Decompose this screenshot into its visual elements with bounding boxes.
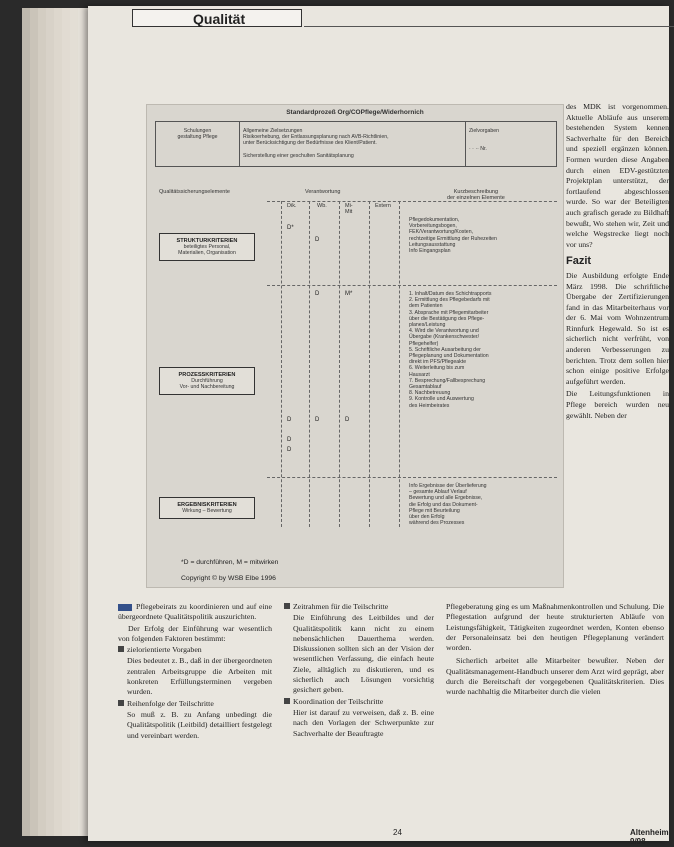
process-description — [409, 291, 557, 409]
col3-paragraph-1: Pflegeberatung ging es um Maßnahmenkontrollen und Schulung. Die Pflegestation aufgrund der heute strukturierten Abläufe von Leistungsfähigkeit, Tätigkeiten zugeordnet werden, Konten ebenso der Personaleinsatz bei den heutigen Pflegeplanung verändert worden. — [446, 602, 664, 653]
figure-title: Standardprozeß Org/COPflege/Widerhornich — [286, 109, 424, 116]
grid-line — [399, 201, 400, 527]
resp-mark: D* — [287, 225, 294, 231]
resp-mark: D — [315, 417, 320, 423]
resp-mark: D — [315, 237, 320, 243]
col1-paragraph-1: Pflegebeirats zu koordinieren und auf eine übergeordnete Qualitätspolitik auszurichten. — [118, 602, 272, 622]
resp-mark: D — [315, 291, 320, 297]
description-line: rechtzeitige Ermittlung der Ruhezeiten — [409, 235, 497, 242]
section-header-box — [132, 9, 302, 27]
standard-process-figure — [146, 104, 564, 588]
col-head-wb: Wb. — [317, 203, 327, 209]
description-line: Leitungsausstattung — [409, 241, 456, 248]
col-head-description: Kurzbeschreibung der einzelnen Elemente — [447, 189, 505, 201]
description-line: direkt im PFS/Pflegeakte — [409, 359, 467, 366]
flag-icon — [118, 604, 132, 611]
col-head-dik: Dik. — [287, 203, 297, 209]
description-line: des Heimbeirates — [409, 402, 450, 409]
std-c3-line: · · ·· Nr. — [469, 146, 487, 153]
result-criteria-sub: Wirkung – Bewertung — [182, 508, 232, 514]
description-line: Pflegehelfer) — [409, 340, 439, 347]
description-line: Pflegedokumentation, — [409, 217, 460, 223]
bullet-square-icon — [118, 646, 124, 652]
grid-line — [339, 201, 340, 527]
result-criteria-box — [159, 497, 255, 519]
page-number: 24 — [393, 828, 402, 837]
standard-info-box — [155, 121, 557, 167]
description-line: Bewertung und alle Ergebnisse, — [409, 495, 483, 502]
bullet-square-icon — [284, 698, 290, 704]
description-line: über den Erfolg — [409, 514, 445, 521]
magazine-page — [88, 6, 669, 846]
description-line: 8. Nachbetreuung — [409, 390, 451, 397]
grid-line — [267, 201, 557, 202]
body-column-1 — [118, 602, 272, 742]
col3-paragraph-2: Sicherlich arbeitet alle Mitarbeiter bewußter. Neben der Qualitätsmanagement-Handbuch unserer dem Arzt wird geprägt, aber durch die Bereitschaft der vorgegebenen Qualitätskriterien. Dies wurde nachhaltig die Mitarbeiter durch die vielen — [446, 656, 664, 697]
body-column-2 — [284, 602, 434, 740]
description-line: Hausarzt — [409, 371, 430, 378]
std-c3-line: Zielvorgaben — [469, 128, 499, 134]
magazine-issue: Altenheim 9/98 — [630, 828, 669, 846]
col2-bullet-1-text: Die Einführung des Leitbildes und der Qualitätspolitik kann nicht zu einem nebensächlichen Dauerthema werden. Diskussionen sollten sich an der Vision der wesentlichen Verfassung, die einfach heute Ziele, alltäglich zu diskutieren, und es sicherlich auch Lösungen vorsichtig gesichert geben. — [293, 613, 434, 695]
resp-mark: D — [287, 447, 292, 453]
grid-line — [281, 201, 282, 527]
std-c1-line: Schulungen — [183, 128, 212, 134]
col1-bullet-2-title: Reihenfolge der Teilschritte — [127, 698, 214, 708]
std-c2-line: Risikoerhebung, der Entlassungsplanung nach AVB-Richtlinien, — [243, 134, 389, 141]
structure-description — [409, 217, 557, 254]
description-line: 1. Inhalt/Datum des Schichtrapports — [409, 291, 492, 297]
col1-paragraph-2: Der Erfolg der Einführung war wesentlich von folgenden Faktoren bestimmt: — [118, 623, 272, 643]
col-head-extern: Extern — [375, 203, 391, 209]
std-box-cell-3 — [466, 122, 556, 166]
page-stack-edges — [22, 8, 92, 836]
description-line: die Erfolg und das Dokument- — [409, 501, 478, 508]
description-line: über die Bestätigung des Pflege- — [409, 315, 485, 322]
description-line: Pflegeplanung und Dokumentation — [409, 353, 489, 360]
description-line: 5. Schriftliche Ausarbeitung der — [409, 346, 481, 353]
std-c2-heading: Allgemeine Zielsetzungen — [243, 128, 303, 134]
col-head-mi: Mi- Mit — [345, 203, 353, 215]
process-criteria-sub: Durchführung Vor- und Nachbereitung — [179, 378, 235, 391]
col1-bullet-2-text: So muß z. B. zu Anfang unbedingt die Qualitätspolitik (Leitbild) detailliert festgelegt und vereinbart werden. — [127, 709, 272, 740]
description-line: Gesamtablauf — [409, 384, 442, 391]
description-line: planes/Leistung — [409, 322, 446, 329]
right-paragraph-3: Die Leitungsfunktionen in Pflege bereich wurden neu gewählt. Neben der — [566, 389, 669, 420]
result-criteria-title: ERGEBNISKRITERIEN — [177, 502, 237, 508]
col2-bullet-2-text: Hier ist darauf zu verweisen, daß z. B. eine nach den Vorlagen der Schwerpunkte zur Sachverhalte der Beauftragte — [293, 707, 434, 738]
bullet-square-icon — [284, 603, 290, 609]
description-line: FEK/Verantwortung/Kosten, — [409, 229, 474, 236]
header-rule — [304, 26, 674, 27]
resp-mark: D — [345, 417, 350, 423]
figure-copyright: Copyright © by WSB Elbe 1996 — [181, 575, 276, 582]
grid-line — [369, 201, 370, 527]
description-line: Vorbereitungsbogen, — [409, 223, 457, 230]
std-c3-line — [469, 134, 553, 146]
right-paragraph-1: des MDK ist vorgenommen. Aktuelle Abläufe aus unserem bestehenden System kennen Sachverhalte für den Bereich und speziell ergänzen können. Formen wurden diese Angaben durch einen EDV-gestützten Projektplan unterstützt, der fortlaufend abgeschlossen wurde. So war der Beteiligten auch grafisch gerade zu Bildhaft bewußt, Wo stehen wir, Zeit und welche Wegstrecke liegt noch vor uns? — [566, 102, 669, 249]
resp-mark: M* — [345, 291, 353, 297]
description-line: 7. Besprechung/Fallbesprechung — [409, 377, 486, 384]
std-box-cell-2 — [240, 122, 466, 166]
description-line: Info Ergebnisse der Überlieferung — [409, 483, 487, 489]
result-description — [409, 483, 557, 526]
description-line: – gesamte Ablauf Verlauf — [409, 489, 467, 496]
structure-criteria-box — [159, 233, 255, 261]
description-line: Info Eingangsplan — [409, 248, 451, 255]
section-title: Qualität — [193, 11, 246, 27]
description-line: dem Patienten — [409, 303, 443, 310]
structure-criteria-sub: beteiligtes Personal, Materialien, Organisation — [178, 244, 236, 257]
resp-mark: D — [287, 417, 292, 423]
description-line: 3. Absprache mit Pflegemitarbeiter — [409, 309, 489, 316]
process-criteria-box — [159, 367, 255, 395]
description-line: 6. Weiterleitung bis zum — [409, 365, 465, 372]
process-criteria-title: PROZESSKRITERIEN — [178, 372, 236, 378]
std-box-cell-1 — [156, 122, 240, 166]
description-line: 4. Wird die Verantwortung und — [409, 328, 479, 335]
structure-criteria-title: STRUKTURKRITERIEN — [176, 238, 238, 244]
col1-bullet-1-text: Dies bedeutet z. B., daß in der übergeordneten zentralen Arbeitsgruppe die Arbeiten mit konkreten Erfüllungsterminen vergeben wurden. — [127, 656, 272, 697]
col2-bullet-2-title: Koordination der Teilschritte — [293, 696, 384, 706]
body-column-3 — [446, 602, 664, 699]
description-line: 2. Ermittlung des Pflegebedarfs mit — [409, 297, 490, 304]
col1-bullet-1-title: zielorientierte Vorgaben — [127, 645, 202, 655]
fazit-heading: Fazit — [566, 255, 592, 268]
grid-line — [309, 201, 310, 527]
description-line: 9. Kontrolle und Auswertung — [409, 396, 474, 403]
description-line: während des Prozesses — [409, 520, 465, 527]
std-c1-line: gestaltung Pflege — [177, 134, 218, 141]
right-paragraph-2: Die Ausbildung erfolgte Ende März 1998. Die schriftliche Übergabe der Zertifizierungen fand in das Mitarbeiterhaus vor der 6. Mai vom Wohnzentrum Rinnfurk Hegewald. So ist es sicherlich nicht verfrüht, von anderen Verbesserungen zu berichten. Trotz dem sollen hier schon einige positive Erfolge aufgeführt werden. — [566, 270, 669, 386]
description-line: Übergabe (Krankenschwester/ — [409, 334, 480, 341]
description-line: Pflege mit Beurteilung — [409, 507, 460, 514]
col-head-responsibility: Verantwortung — [305, 189, 341, 195]
grid-line — [267, 477, 557, 478]
grid-line — [267, 285, 557, 286]
bullet-square-icon — [118, 700, 124, 706]
right-text-column — [566, 102, 669, 421]
std-c2-line: Sicherstellung einer geschulten Sanitätsplanung — [243, 152, 354, 159]
std-c2-line: unter Berücksichtigung der Bedürfnisse des Klient/Patient. — [243, 140, 377, 147]
figure-legend: *D = durchführen, M = mitwirken — [181, 559, 279, 566]
col-head-criteria: Qualitätssicherungselemente — [159, 189, 230, 195]
resp-mark: D — [287, 437, 292, 443]
col2-bullet-1-title: Zeitrahmen für die Teilschritte — [293, 602, 389, 611]
